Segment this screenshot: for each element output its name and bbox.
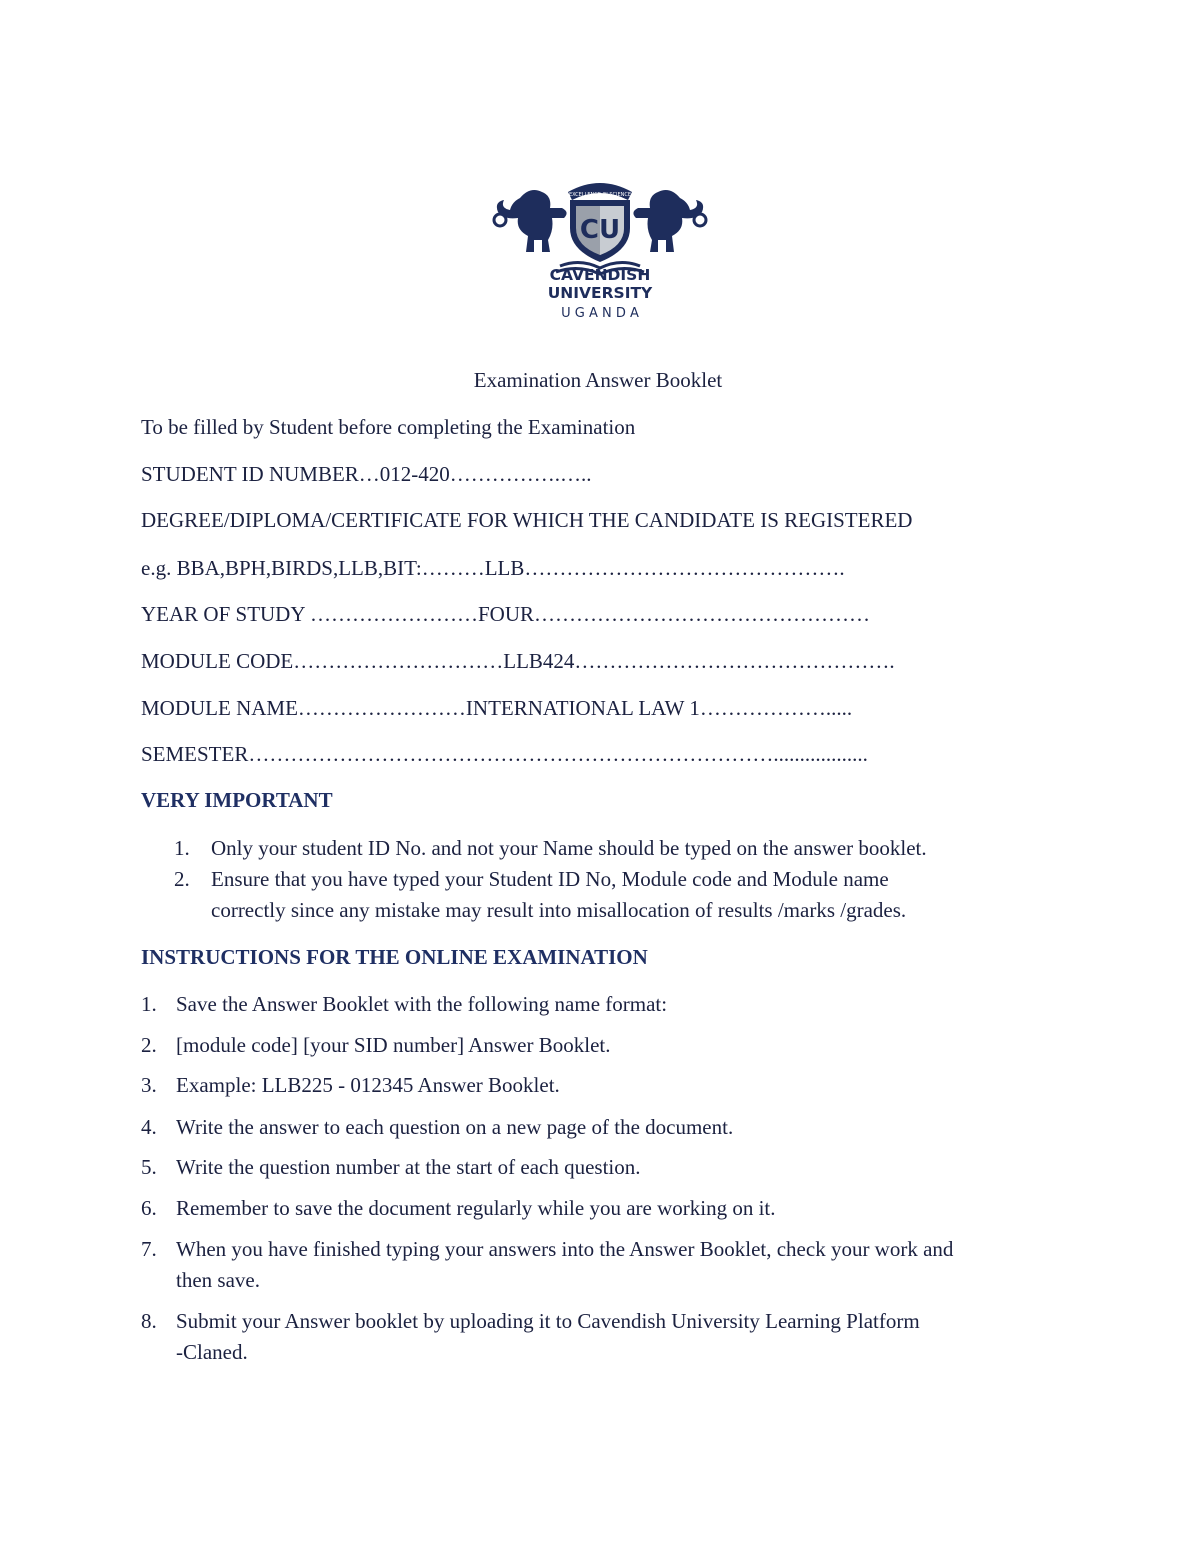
instruction-text: Submit your Answer booklet by uploading it to Cavendish University Learning Platform: [176, 1309, 920, 1333]
important-item-number: 1.: [174, 836, 190, 860]
instruction-number: 5.: [141, 1155, 157, 1179]
subtitle: To be filled by Student before completing the Examination: [141, 415, 636, 439]
degree-example-field: e.g. BBA,BPH,BIRDS,LLB,BIT:………LLB……………………………………….: [141, 556, 845, 580]
instruction-text: Write the question number at the start of each question.: [176, 1155, 641, 1179]
instruction-number: 7.: [141, 1237, 157, 1261]
instruction-text-continued: then save.: [176, 1268, 260, 1292]
module-name-field: MODULE NAME……………………INTERNATIONAL LAW 1……………….....: [141, 696, 853, 720]
page-title: Examination Answer Booklet: [473, 368, 723, 392]
instruction-text: When you have finished typing your answers into the Answer Booklet, check your work and: [176, 1237, 954, 1261]
instruction-text: [module code] [your SID number] Answer Booklet.: [176, 1033, 611, 1057]
year-of-study-field: YEAR OF STUDY ……………………FOUR…………………………………………: [141, 602, 871, 626]
logo-line-uganda: U G A N D A: [561, 306, 639, 321]
important-item-text: Only your student ID No. and not your Name should be typed on the answer booklet.: [211, 836, 927, 860]
instruction-text: Write the answer to each question on a new page of the document.: [176, 1115, 734, 1139]
important-item-text-continued: correctly since any mistake may result into misallocation of results /marks /grades.: [211, 898, 907, 922]
instruction-number: 6.: [141, 1196, 157, 1220]
crest-letters: CU: [579, 215, 621, 245]
instruction-number: 2.: [141, 1033, 157, 1057]
instruction-text: Example: LLB225 - 012345 Answer Booklet.: [176, 1073, 560, 1097]
semester-field: SEMESTER…………………………………………………………………..................: [141, 742, 868, 766]
instructions-heading: INSTRUCTIONS FOR THE ONLINE EXAMINATION: [141, 945, 648, 969]
crest-banner-text: EXCELLENCE IN SCIENCE: [568, 192, 632, 198]
instruction-number: 8.: [141, 1309, 157, 1333]
instruction-text: Remember to save the document regularly while you are working on it.: [176, 1196, 776, 1220]
instruction-number: 3.: [141, 1073, 157, 1097]
instruction-text-continued: -Claned.: [176, 1340, 248, 1364]
instruction-number: 4.: [141, 1115, 157, 1139]
important-item-text: Ensure that you have typed your Student ID No, Module code and Module name: [211, 867, 889, 891]
crest-icon: [490, 178, 710, 323]
logo-line-university: UNIVERSITY: [547, 284, 653, 302]
module-code-field: MODULE CODE…………………………LLB424……………………………………….: [141, 649, 895, 673]
important-heading: VERY IMPORTANT: [141, 788, 333, 812]
instruction-text: Save the Answer Booklet with the following name format:: [176, 992, 668, 1016]
logo-line-cavendish: CAVENDISH: [549, 266, 651, 284]
instruction-number: 1.: [141, 992, 157, 1016]
student-id-field: STUDENT ID NUMBER…012-420…………….…..: [141, 462, 592, 486]
important-item-number: 2.: [174, 867, 190, 891]
university-logo: [490, 178, 710, 323]
degree-heading: DEGREE/DIPLOMA/CERTIFICATE FOR WHICH THE CANDIDATE IS REGISTERED: [141, 508, 913, 532]
